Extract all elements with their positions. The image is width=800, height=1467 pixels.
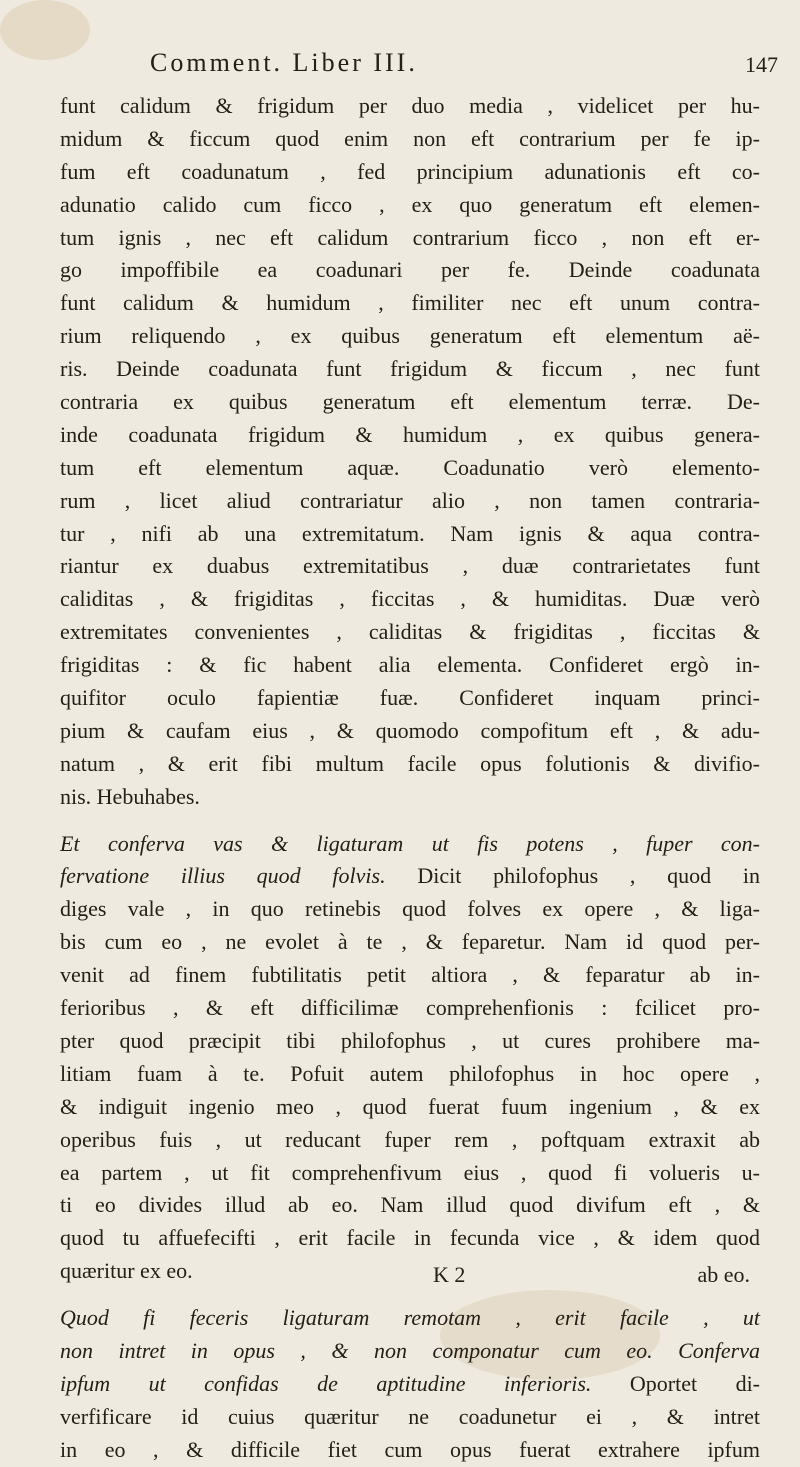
text-line: nis. Hebuhabes.: [60, 783, 200, 809]
text-line: operibus fuis , ut reducant fuper rem , poftquam extraxit ab: [60, 1126, 760, 1152]
text-line: caliditas , & frigiditas , ficcitas , & humiditas. Duæ verò: [60, 586, 760, 612]
text-line: natum , & erit fibi multum facile opus folutionis & divifio-: [60, 750, 760, 776]
text-line: tum eft elementum aquæ. Coadunatio verò elemento-: [60, 454, 760, 480]
commentary-text: Oportet di-: [629, 1370, 761, 1396]
text-line: in eo , & difficile fiet cum opus fuerat extrahere ipfum: [60, 1436, 760, 1462]
text-line: pium & caufam eius , & quomodo compofitum eft , & adu-: [60, 717, 760, 743]
commentary-text: Dicit philofophus , quod in: [417, 863, 761, 889]
text-line: adunatio calido cum ficco , ex quo generatum eft elemen-: [60, 191, 760, 217]
text-line: ris. Deinde coadunata funt frigidum & ficcum , nec funt: [60, 356, 760, 382]
text-line: ferioribus , & eft difficilimæ comprehenfionis : fcilicet pro-: [60, 995, 760, 1021]
text-line: inde coadunata frigidum & humidum , ex quibus genera-: [60, 421, 760, 447]
text-line: quæritur ex eo.: [60, 1258, 193, 1284]
text-line: quod tu affuefecifti , erit facile in fecunda vice , & idem quod: [60, 1225, 760, 1251]
text-line: go impoffibile ea coadunari per fe. Deinde coadunata: [60, 257, 760, 283]
lemma-line: [60, 860, 760, 893]
signature-mark: K 2: [433, 1262, 466, 1287]
lemma-text: ipfum ut confidas de aptitudine inferioris.: [60, 1370, 592, 1396]
text-line: extremitates convenientes , caliditas & frigiditas , ficcitas &: [60, 619, 760, 645]
text-line: rum , licet aliud contrariatur alio , non tamen contraria-: [60, 487, 760, 513]
lemma-line: Et conferva vas & ligaturam ut fis potens , fuper con-: [60, 830, 760, 856]
text-line: contraria ex quibus generatum eft elementum terræ. De-: [60, 389, 760, 415]
paragraph: [60, 828, 760, 1288]
text-line: verfificare id cuius quæritur ne coadunetur ei , & intret: [60, 1403, 760, 1429]
running-head: Comment. Liber III.: [150, 48, 418, 77]
lemma-line: Quod fi feceris ligaturam remotam , erit facile , ut: [60, 1305, 760, 1331]
text-line: tum ignis , nec eft calidum contrarium ficco , non eft er-: [60, 224, 760, 250]
text-block: [60, 90, 760, 1467]
paragraph-gap: [60, 814, 760, 828]
text-line: & indiguit ingenio meo , quod fuerat fuum ingenium , & ex: [60, 1093, 760, 1119]
text-line: tur , nifi ab una extremitatum. Nam ignis & aqua contra-: [60, 520, 760, 546]
lemma-line: non intret in opus , & non componatur cum eo. Conferva: [60, 1337, 760, 1363]
text-line: venit ad finem fubtilitatis petit altiora , & feparatur ab in-: [60, 962, 760, 988]
text-line: ti eo divides illud ab eo. Nam illud quod divifum eft , &: [60, 1192, 760, 1218]
text-line: quifitor oculo fapientiæ fuæ. Confideret inquam princi-: [60, 685, 760, 711]
text-line: funt calidum & frigidum per duo media , videlicet per hu-: [60, 93, 760, 118]
text-line: litiam fuam à te. Pofuit autem philofophus in hoc opere ,: [60, 1060, 760, 1086]
text-line: frigiditas : & fic habent alia elementa. Confideret ergò in-: [60, 652, 760, 678]
text-line: midum & ficcum quod enim non eft contrarium per fe ip-: [60, 125, 760, 151]
text-line: funt calidum & humidum , fimiliter nec eft unum contra-: [60, 290, 760, 316]
text-line: ea partem , ut fit comprehenfivum eius , quod fi volueris u-: [60, 1159, 760, 1185]
page-number: 147: [745, 52, 778, 77]
text-line: riantur ex duabus extremitatibus , duæ contrarietates funt: [60, 553, 760, 579]
paper-stain: [0, 0, 90, 60]
page-footer: [60, 1262, 760, 1296]
catchword: ab eo.: [697, 1262, 750, 1287]
lemma-text: fervatione illius quod folvis.: [60, 863, 386, 889]
text-line: bis cum eo , ne evolet à te , & feparetur. Nam id quod per-: [60, 929, 760, 955]
text-line: fum eft coadunatum , fed principium adunationis eft co-: [60, 158, 760, 184]
text-line: diges vale , in quo retinebis quod folves ex opere , & liga-: [60, 896, 760, 922]
paragraph: [60, 90, 760, 814]
paragraph: [60, 1302, 760, 1466]
text-line: pter quod præcipit tibi philofophus , ut cures prohibere ma-: [60, 1027, 760, 1053]
text-line: rium reliquendo , ex quibus generatum eft elementum aë-: [60, 323, 760, 349]
page-header: [150, 48, 778, 90]
